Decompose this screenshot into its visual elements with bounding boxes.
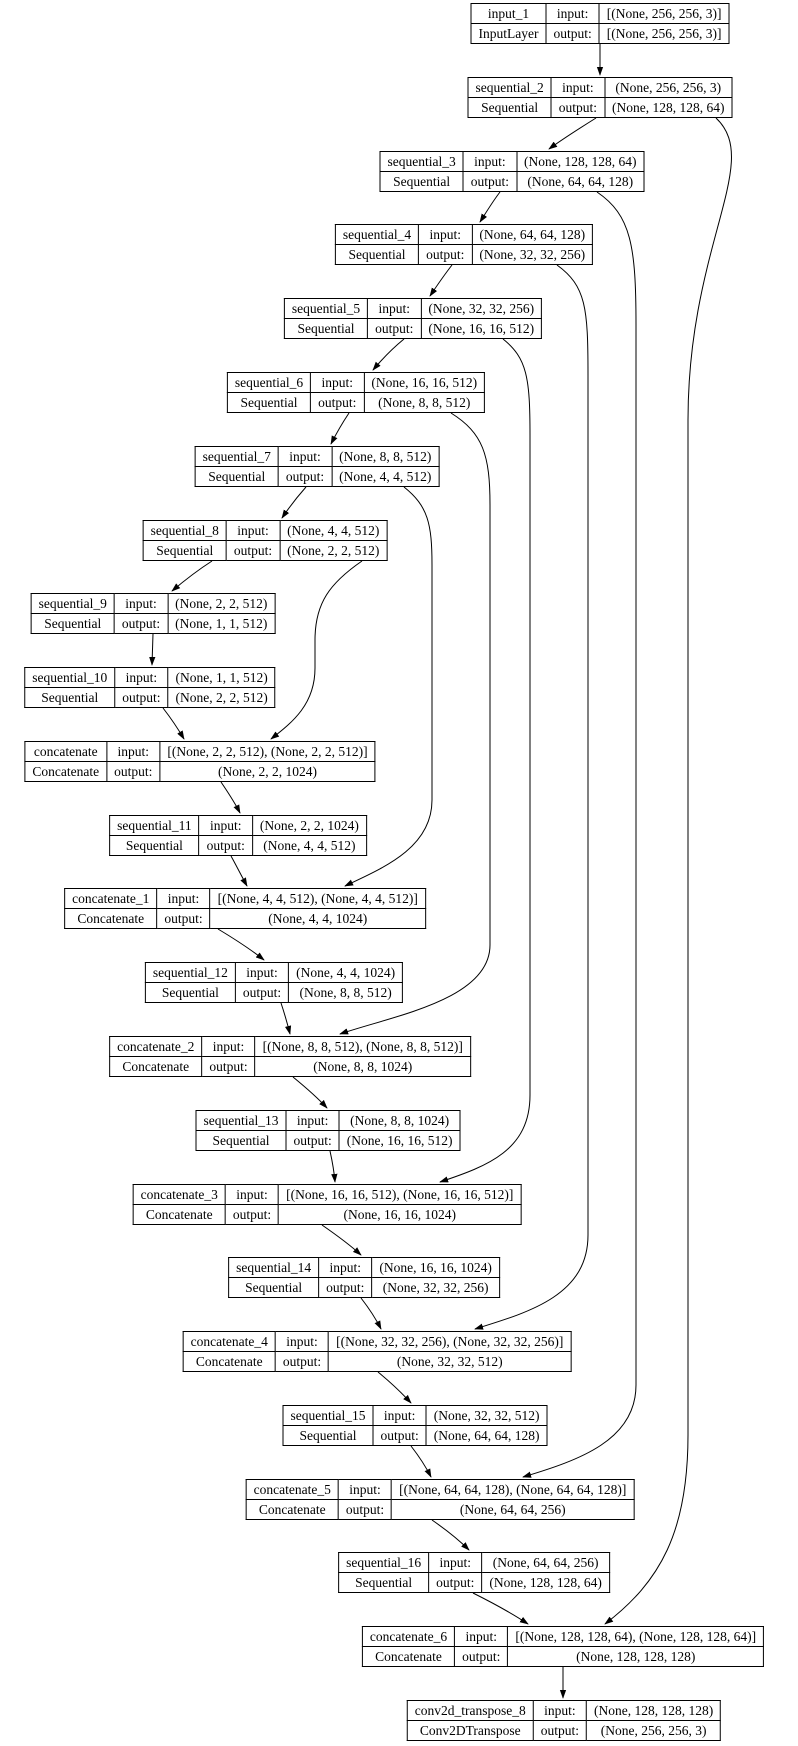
layer-name: concatenate_2	[110, 1037, 202, 1057]
output-label: output:	[275, 1352, 328, 1372]
layer-output-shape: (None, 8, 8, 1024)	[255, 1057, 470, 1077]
layer-input-shape: (None, 2, 2, 1024)	[252, 816, 366, 836]
output-label: output:	[225, 1205, 278, 1225]
layer-output-shape: (None, 4, 4, 1024)	[210, 909, 425, 929]
output-label: output:	[429, 1573, 482, 1593]
output-label: output:	[419, 245, 472, 265]
layer-node-concatenate_3	[133, 1184, 522, 1225]
layer-type: InputLayer	[471, 24, 546, 44]
input-label: input:	[455, 1627, 508, 1647]
layer-name: concatenate_5	[246, 1480, 338, 1500]
layer-output-shape: (None, 64, 64, 128)	[426, 1426, 547, 1446]
input-label: input:	[463, 152, 516, 172]
edge-sequential_5-to-sequential_6	[373, 339, 404, 370]
layer-output-shape: (None, 2, 2, 512)	[168, 688, 275, 708]
layer-name: sequential_14	[229, 1258, 319, 1278]
edge-sequential_8-to-concatenate	[271, 561, 362, 739]
layer-node-sequential_15	[283, 1405, 548, 1446]
layer-type: Sequential	[284, 319, 367, 339]
layer-node-sequential_16	[338, 1552, 610, 1593]
layer-record-table	[284, 298, 542, 339]
input-label: input:	[199, 816, 252, 836]
layer-type: Sequential	[229, 1278, 319, 1298]
layer-output-shape: (None, 2, 2, 512)	[280, 541, 387, 561]
layer-input-shape: [(None, 8, 8, 512), (None, 8, 8, 512)]	[255, 1037, 470, 1057]
output-label: output:	[226, 541, 279, 561]
layer-record-table	[109, 815, 367, 856]
edge-sequential_10-to-concatenate	[163, 708, 184, 739]
layer-output-shape: (None, 2, 2, 1024)	[160, 762, 375, 782]
layer-input-shape: [(None, 64, 64, 128), (None, 64, 64, 128)]	[392, 1480, 634, 1500]
layer-name: sequential_5	[284, 299, 367, 319]
input-label: input:	[319, 1258, 372, 1278]
edge-sequential_16-to-concatenate_6	[473, 1593, 528, 1624]
edge-sequential_3-to-concatenate_5	[523, 192, 636, 1477]
layer-type: Concatenate	[183, 1352, 275, 1372]
layer-node-conv2d_transpose_8	[407, 1700, 721, 1741]
layer-type: Sequential	[195, 467, 278, 487]
layer-input-shape: (None, 1, 1, 512)	[168, 668, 275, 688]
layer-input-shape: (None, 64, 64, 256)	[482, 1553, 609, 1573]
layer-type: Sequential	[468, 98, 551, 118]
layer-record-table	[283, 1405, 548, 1446]
output-label: output:	[533, 1721, 586, 1741]
layer-input-shape: (None, 8, 8, 512)	[332, 447, 439, 467]
layer-node-sequential_10	[24, 667, 275, 708]
layer-type: Concatenate	[362, 1647, 454, 1667]
edge-sequential_15-to-concatenate_5	[411, 1446, 431, 1477]
layer-name: concatenate_6	[362, 1627, 454, 1647]
layer-output-shape: (None, 16, 16, 512)	[339, 1131, 460, 1151]
layer-name: sequential_7	[195, 447, 278, 467]
layer-name: sequential_3	[380, 152, 463, 172]
input-label: input:	[429, 1553, 482, 1573]
layer-node-sequential_4	[335, 224, 593, 265]
layer-name: sequential_4	[335, 225, 418, 245]
layer-output-shape: (None, 256, 256, 3)	[587, 1721, 721, 1741]
layer-input-shape: (None, 32, 32, 256)	[421, 299, 542, 319]
input-label: input:	[278, 447, 331, 467]
layer-name: sequential_16	[339, 1553, 429, 1573]
layer-node-concatenate_2	[109, 1036, 471, 1077]
layer-type: Sequential	[380, 172, 463, 192]
layer-name: concatenate_4	[183, 1332, 275, 1352]
edge-sequential_4-to-sequential_5	[430, 265, 452, 296]
input-label: input:	[286, 1111, 339, 1131]
layer-node-sequential_5	[284, 298, 542, 339]
layer-output-shape: (None, 16, 16, 1024)	[279, 1205, 521, 1225]
layer-type: Sequential	[227, 393, 310, 413]
output-label: output:	[115, 688, 168, 708]
layer-record-table	[338, 1552, 610, 1593]
input-label: input:	[546, 4, 599, 24]
layer-record-table	[246, 1479, 635, 1520]
layer-output-shape: (None, 64, 64, 128)	[517, 172, 644, 192]
edge-sequential_4-to-concatenate_4	[475, 265, 588, 1329]
layer-node-sequential_11	[109, 815, 367, 856]
layer-type: Concatenate	[246, 1500, 338, 1520]
layer-name: sequential_12	[145, 963, 235, 983]
output-label: output:	[455, 1647, 508, 1667]
layer-node-concatenate_6	[362, 1626, 764, 1667]
layer-record-table	[228, 1257, 500, 1298]
edge-concatenate-to-sequential_11	[221, 782, 240, 813]
layer-input-shape: [(None, 256, 256, 3)]	[599, 4, 729, 24]
input-label: input:	[338, 1480, 391, 1500]
output-label: output:	[463, 172, 516, 192]
input-label: input:	[107, 742, 160, 762]
input-label: input:	[533, 1701, 586, 1721]
layer-record-table	[471, 3, 730, 44]
edge-concatenate_2-to-sequential_13	[293, 1077, 327, 1108]
layer-output-shape: (None, 1, 1, 512)	[168, 614, 275, 634]
output-label: output:	[199, 836, 252, 856]
output-label: output:	[319, 1278, 372, 1298]
layer-node-sequential_13	[196, 1110, 461, 1151]
layer-node-sequential_3	[380, 151, 645, 192]
layer-type: Concatenate	[133, 1205, 225, 1225]
layer-record-table	[133, 1184, 522, 1225]
layer-type: Sequential	[283, 1426, 373, 1446]
edge-sequential_12-to-concatenate_2	[281, 1003, 290, 1034]
output-label: output:	[157, 909, 210, 929]
layer-name: concatenate_1	[65, 889, 157, 909]
layer-name: input_1	[471, 4, 546, 24]
input-label: input:	[114, 594, 167, 614]
layer-output-shape: (None, 32, 32, 512)	[329, 1352, 571, 1372]
layer-type: Sequential	[145, 983, 235, 1003]
edge-concatenate_1-to-sequential_12	[218, 929, 264, 960]
layer-input-shape: [(None, 16, 16, 512), (None, 16, 16, 512)]	[279, 1185, 521, 1205]
layer-node-sequential_2	[468, 77, 733, 118]
layer-input-shape: [(None, 2, 2, 512), (None, 2, 2, 512)]	[160, 742, 375, 762]
layer-output-shape: (None, 128, 128, 128)	[508, 1647, 764, 1667]
edge-sequential_6-to-concatenate_2	[340, 413, 490, 1034]
layer-type: Conv2DTranspose	[407, 1721, 533, 1741]
layer-record-table	[227, 372, 485, 413]
edge-sequential_14-to-concatenate_4	[361, 1298, 381, 1329]
layer-record-table	[380, 151, 645, 192]
output-label: output:	[286, 1131, 339, 1151]
layer-input-shape: (None, 2, 2, 512)	[168, 594, 275, 614]
layer-record-table	[145, 962, 403, 1003]
input-label: input:	[226, 521, 279, 541]
layer-record-table	[109, 1036, 471, 1077]
layer-output-shape: (None, 16, 16, 512)	[421, 319, 542, 339]
output-label: output:	[202, 1057, 255, 1077]
input-label: input:	[373, 1406, 426, 1426]
edge-sequential_11-to-concatenate_1	[231, 856, 247, 886]
input-label: input:	[275, 1332, 328, 1352]
output-label: output:	[107, 762, 160, 782]
edge-sequential_6-to-sequential_7	[331, 413, 349, 444]
layer-name: sequential_13	[196, 1111, 286, 1131]
layer-output-shape: [(None, 256, 256, 3)]	[599, 24, 729, 44]
layer-input-shape: (None, 128, 128, 64)	[517, 152, 644, 172]
output-label: output:	[368, 319, 421, 339]
layer-node-sequential_6	[227, 372, 485, 413]
layer-type: Sequential	[339, 1573, 429, 1593]
edge-sequential_7-to-sequential_8	[282, 487, 306, 518]
layer-input-shape: [(None, 4, 4, 512), (None, 4, 4, 512)]	[210, 889, 425, 909]
layer-node-sequential_8	[143, 520, 388, 561]
edge-sequential_3-to-sequential_4	[480, 192, 500, 222]
edge-concatenate_5-to-sequential_16	[432, 1520, 469, 1550]
input-label: input:	[115, 668, 168, 688]
layer-name: sequential_9	[31, 594, 114, 614]
layer-record-table	[31, 593, 276, 634]
layer-record-table	[196, 1110, 461, 1151]
layer-record-table	[143, 520, 388, 561]
layer-node-concatenate_5	[246, 1479, 635, 1520]
layer-output-shape: (None, 128, 128, 64)	[482, 1573, 609, 1593]
layer-output-shape: (None, 4, 4, 512)	[252, 836, 366, 856]
layer-record-table	[24, 667, 275, 708]
layer-output-shape: (None, 8, 8, 512)	[289, 983, 403, 1003]
layer-record-table	[407, 1700, 721, 1741]
layer-name: sequential_15	[283, 1406, 373, 1426]
edge-sequential_2-to-concatenate_6	[605, 118, 731, 1624]
layer-node-concatenate	[24, 741, 375, 782]
layer-record-table	[64, 888, 426, 929]
layer-input-shape: (None, 256, 256, 3)	[605, 78, 732, 98]
layer-name: concatenate_3	[133, 1185, 225, 1205]
edge-sequential_9-to-sequential_10	[152, 634, 153, 665]
edge-concatenate_3-to-sequential_14	[322, 1225, 361, 1255]
input-label: input:	[419, 225, 472, 245]
edge-sequential_8-to-sequential_9	[172, 561, 212, 591]
layer-name: conv2d_transpose_8	[407, 1701, 533, 1721]
layer-record-table	[183, 1331, 572, 1372]
layer-node-sequential_9	[31, 593, 276, 634]
layer-type: Sequential	[110, 836, 199, 856]
layer-output-shape: (None, 4, 4, 512)	[332, 467, 439, 487]
layer-record-table	[468, 77, 733, 118]
layer-node-input_1	[471, 3, 730, 44]
layer-output-shape: (None, 32, 32, 256)	[372, 1278, 499, 1298]
layer-node-sequential_12	[145, 962, 403, 1003]
layer-record-table	[362, 1626, 764, 1667]
layer-record-table	[24, 741, 375, 782]
layer-output-shape: (None, 64, 64, 256)	[392, 1500, 634, 1520]
layer-name: sequential_8	[143, 521, 226, 541]
layer-type: Sequential	[31, 614, 114, 634]
layer-type: Sequential	[196, 1131, 286, 1151]
input-label: input:	[157, 889, 210, 909]
edge-sequential_2-to-sequential_3	[549, 118, 596, 149]
layer-record-table	[335, 224, 593, 265]
layer-name: sequential_2	[468, 78, 551, 98]
layer-input-shape: (None, 4, 4, 512)	[280, 521, 387, 541]
layer-type: Concatenate	[110, 1057, 202, 1077]
edge-concatenate_4-to-sequential_15	[378, 1372, 411, 1403]
input-label: input:	[368, 299, 421, 319]
layer-node-concatenate_1	[64, 888, 426, 929]
layer-type: Concatenate	[25, 762, 107, 782]
output-label: output:	[546, 24, 599, 44]
layer-input-shape: [(None, 128, 128, 64), (None, 128, 128, 64)]	[508, 1627, 764, 1647]
layer-output-shape: (None, 32, 32, 256)	[472, 245, 593, 265]
layer-type: Sequential	[25, 688, 115, 708]
output-label: output:	[235, 983, 288, 1003]
output-label: output:	[114, 614, 167, 634]
layer-name: sequential_10	[25, 668, 115, 688]
layer-node-concatenate_4	[183, 1331, 572, 1372]
output-label: output:	[311, 393, 364, 413]
layer-name: sequential_6	[227, 373, 310, 393]
input-label: input:	[311, 373, 364, 393]
layer-input-shape: (None, 64, 64, 128)	[472, 225, 593, 245]
input-label: input:	[235, 963, 288, 983]
layer-node-sequential_14	[228, 1257, 500, 1298]
input-label: input:	[202, 1037, 255, 1057]
layer-output-shape: (None, 128, 128, 64)	[605, 98, 732, 118]
output-label: output:	[551, 98, 604, 118]
input-label: input:	[551, 78, 604, 98]
layer-input-shape: (None, 4, 4, 1024)	[289, 963, 403, 983]
input-label: input:	[225, 1185, 278, 1205]
layer-name: concatenate	[25, 742, 107, 762]
layer-type: Concatenate	[65, 909, 157, 929]
layer-input-shape: (None, 16, 16, 1024)	[372, 1258, 499, 1278]
layer-node-sequential_7	[195, 446, 440, 487]
output-label: output:	[278, 467, 331, 487]
layer-output-shape: (None, 8, 8, 512)	[364, 393, 485, 413]
layer-name: sequential_11	[110, 816, 199, 836]
layer-input-shape: (None, 128, 128, 128)	[587, 1701, 721, 1721]
layer-input-shape: (None, 32, 32, 512)	[426, 1406, 547, 1426]
output-label: output:	[373, 1426, 426, 1446]
output-label: output:	[338, 1500, 391, 1520]
layer-type: Sequential	[335, 245, 418, 265]
layer-record-table	[195, 446, 440, 487]
layer-input-shape: [(None, 32, 32, 256), (None, 32, 32, 256)]	[329, 1332, 571, 1352]
layer-type: Sequential	[143, 541, 226, 561]
edge-sequential_13-to-concatenate_3	[330, 1151, 335, 1182]
layer-input-shape: (None, 8, 8, 1024)	[339, 1111, 460, 1131]
layer-input-shape: (None, 16, 16, 512)	[364, 373, 485, 393]
